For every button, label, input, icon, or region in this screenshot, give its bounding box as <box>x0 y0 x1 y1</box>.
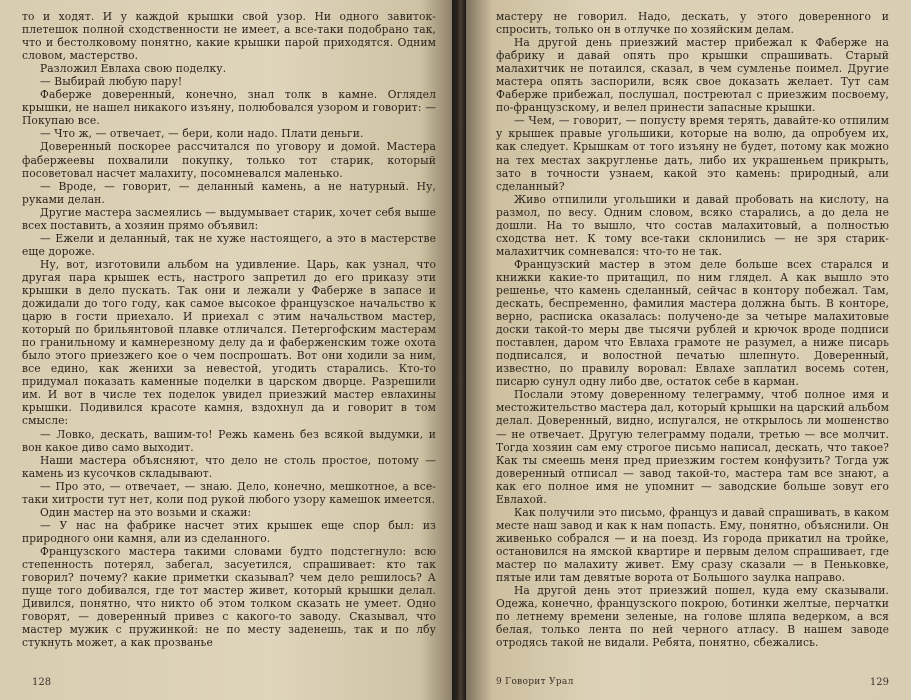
paragraph: На другой день этот приезжий пошел, куда ему сказывали. Одежа, конечно, французского покрою, ботинки желтые, перчатки по летнему времени зеленые, на голове шляпа ведерком, а вся белая, только лента по ней черного атласу. В нашем заводе отродясь такой не видали. Ребята, понятно, сбежались. <box>496 584 889 650</box>
paragraph: Как получили это письмо, француз и давай спрашивать, в каком месте наш завод и как к нам попасть. Ему, понятно, объяснили. Он живенько собрался — и на поезд. Из города прикатил на тройке, остановился на ямской квартире и первым делом спрашивает, где мастер по малахиту живет. Ему сразу сказали — в Пеньковке, пятые или там девятые ворота от Большого заулка направо. <box>496 505 889 585</box>
right-page-number: 129 <box>869 677 889 688</box>
paragraph: — Про это, — отвечает, — знаю. Дело, конечно, мешкотное, а все-таки хитрости тут нет, коли под рукой любого узору камешок имеется. <box>22 479 436 506</box>
paragraph: — Ежели и деланный, так не хуже настоящего, а это в мастерстве еще дороже. <box>22 231 436 258</box>
left-page-text <box>22 10 436 649</box>
book-gutter <box>452 0 466 700</box>
paragraph: Другие мастера засмеялись — выдумывает старик, хочет себя выше всех поставить, а хозяин прямо объявил: <box>22 205 436 232</box>
left-page-number: 128 <box>32 677 52 688</box>
paragraph: Наши мастера объясняют, что дело не столь простое, потому — камень из кусочков складывают. <box>22 453 436 480</box>
paragraph: — Что ж, — отвечает, — бери, коли надо. Плати деньги. <box>40 127 364 141</box>
paragraph: Французского мастера такими словами будто подстегнуло: всю степенность потерял, забегал, засуетился, спрашивает: кто так говорил? почему? какие приметки сказывал? чем дело решилось? А пуще того добивался, где тот мастер живет, который крышки делал. Дивился, понятно, что никто об этом толком сказать не умеет. Одно говорят, — доверенный привез с какого-то заводу. Сказывал, что мастер мужик с пружинкой: не по месту заденешь, так и по лбу стукнуть может, а как прозванье <box>22 544 436 650</box>
paragraph: — Выбирай любую пару! <box>40 75 183 89</box>
paragraph: Послали этому доверенному телеграмму, чтоб полное имя и местожительство мастера дал, который крышки на царский альбом делал. Доверенный, видно, испугался, не открылось ли мошенство — не отвечает. Другую телеграмму подали, третью — все молчит. Тогда хозяин сам ему строгое письмо написал, дескать, что такое? Как ты смеешь меня пред приезжим гостем конфузить? Тогда уж доверенный отписал — завод такой-то, мастера там все знают, а как его полное имя не упомнит — заводские больше зовут его Евлахой. <box>496 388 889 506</box>
paragraph: — Вроде, — говорит, — деланный камень, а не натурный. Ну, руками делан. <box>22 179 436 206</box>
paragraph: — Чем, — говорит, — попусту время терять, давайте-ко отпилим у крышек правые угольшики, которые на волю, да опробуем их, как следует. Крышкам от того изъяну не будет, потому как можно на тех местах закругленье дать, либо их украшеньем прикрыть, зато в точности узнаем, какой это камень: природный, али сделанный? <box>496 114 889 193</box>
right-page-footer <box>496 677 889 688</box>
paragraph: Один мастер на это возьми и скажи: <box>40 505 252 519</box>
paragraph: Доверенный поскорее рассчитался по уговору и домой. Мастера фабержеевы похвалили покупку, только тот старик, который посоветовал насчет малахиту, посомневался маленько. <box>22 140 436 180</box>
paragraph: Французский мастер в этом деле больше всех старался и книжки какие-то притащил, по ним глядел. А как вышло это решенье, что камень сделанный, сейчас в контору побежал. Там, дескать, беспременно, фамилия мастера должна быть. В конторе, верно, расписка оказалась: получено-де за четыре малахитовые доски такой-то меры две тысячи рублей и крючок вроде подписи поставлен, даром что Евлаха грамоте не разумел, а ниже писарь подписался, и волостной печатью шлепнуто. Доверенный, известно, по правилу воровал: Евлахе заплатил восемь сотен, писарю сунул одну либо две, остаток себе в карман. <box>496 257 889 389</box>
paragraph: На другой день приезжий мастер прибежал к Фаберже на фабрику и давай опять про крышки спрашивать. Старый малахитчик не потаился, сказал, в чем сумленье поимел. Другие мастера опять заспорили, всяк свое доказать желает. Тут сам Фаберже прибежал, послушал, постреютал с приезжим посвоему, по-французскому, и велел принести запасные крышки. <box>496 36 889 115</box>
paragraph: то и ходят. И у каждой крышки свой узор. Ни одного завиток-плетешок полной сходственности не имеет, а все-таки подобрано так, что и бестолковому понятно, какие крышки парой приходятся. Одним словом, мастерство. <box>22 10 436 63</box>
paragraph: Живо отпилили угольшики и давай пробовать на кислоту, на размол, по весу. Одним словом, всяко старались, а до дела не дошли. На то вышло, что состав малахитовый, а полностью сходства нет. К тому все-таки склонились — не зря старик-малахитчик сомневался: что-то не так. <box>496 192 889 258</box>
paragraph: Ну, вот, изготовили альбом на удивление. Царь, как узнал, что другая пара крышек есть, настрого запретил до его приказу эти крышки в дело пускать. Так они и лежали у Фаберже в запасе и дожидали до того году, как самое высокое французское начальство к царю в гости приехало. И приехал с этим начальством мастер, который по брильянтовой плавке отличался. Петергофским мастерам по гранильному и камнерезному делу да и фаберженским тоже охота было этого приезжего кое о чем поспрошать. Вот они ходили за ним, все едино, как женихи за невестой, угодить старались. Кто-то придумал показать каменные поделки в царском дворце. Разрешили им. И вот в числе тех поделок увидел приезжий мастер евлахины крышки. Подивился красоте камня, вздохнул да и говорит в том смысле: <box>22 257 436 428</box>
paragraph: — Ловко, дескать, вашим-то! Режь камень без всякой выдумки, и вон какое диво само выходит. <box>22 427 436 454</box>
paragraph: мастеру не говорил. Надо, дескать, у этого доверенного и спросить, только он в отлучке по хозяйским делам. <box>496 10 889 37</box>
paragraph: Разложил Евлаха свою поделку. <box>40 62 227 76</box>
paragraph: — У нас на фабрике насчет этих крышек еще спор был: из природного они камня, али из сделанного. <box>22 518 436 545</box>
printer-signature: 9 Говорит Урал <box>496 677 574 687</box>
right-page-text <box>496 10 889 649</box>
right-page <box>466 0 911 700</box>
paragraph: Фаберже доверенный, конечно, знал толк в камне. Оглядел крышки, не нашел никакого изъяну, полюбовался узором и говорит: — Покупаю все. <box>22 88 436 128</box>
left-page <box>0 0 452 700</box>
